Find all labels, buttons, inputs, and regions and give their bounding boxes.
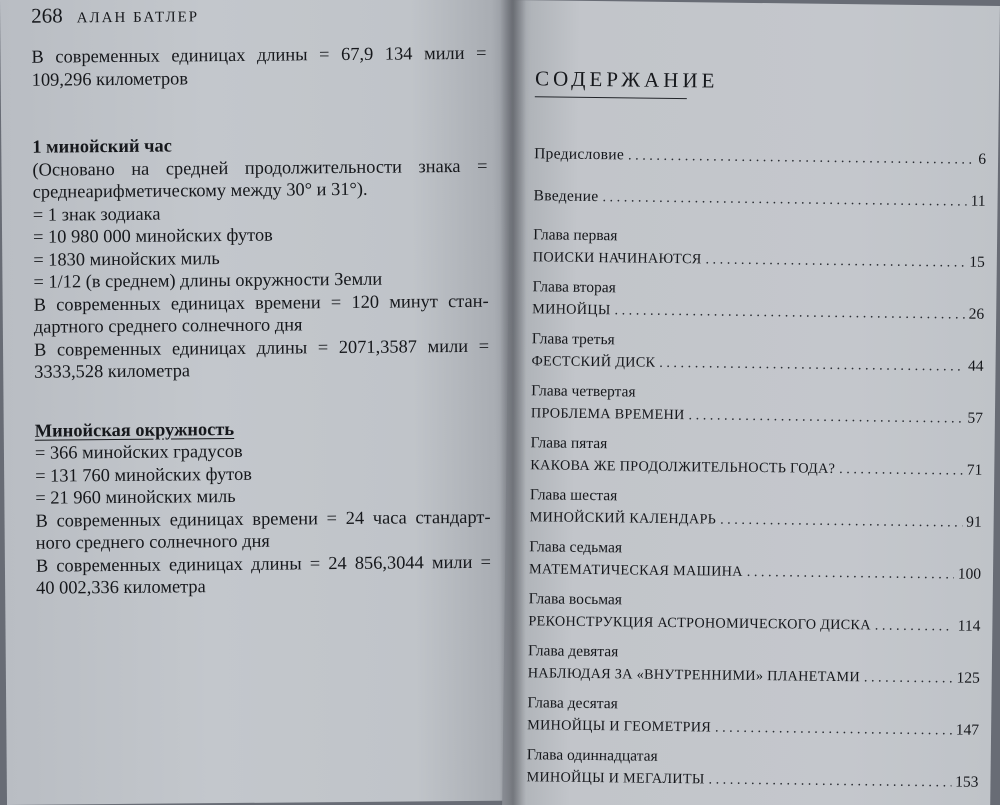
chapter-label: Глава одиннадцатая — [526, 746, 658, 765]
toc-entry[interactable] — [529, 536, 982, 594]
toc-entry[interactable] — [534, 140, 986, 188]
chapter-label: Глава вторая — [532, 278, 616, 297]
dot-leader — [659, 352, 964, 378]
text-line: 40 002,336 километра — [36, 576, 206, 598]
toc-entry[interactable] — [533, 182, 985, 230]
chapter-label: Глава шестая — [529, 486, 618, 505]
dot-leader — [628, 144, 975, 170]
toc-entry[interactable] — [531, 380, 984, 438]
toc-entry-title: МИНОЙСКИЙ КАЛЕНДАРЬ — [529, 509, 717, 528]
chapter-label: Глава первая — [533, 226, 618, 245]
toc-entry-title: МАТЕМАТИЧЕСКАЯ МАШИНА — [528, 561, 743, 580]
dot-leader — [688, 404, 963, 429]
text-line: = 21 960 минойских миль — [35, 485, 236, 508]
right-page — [502, 0, 1000, 805]
toc-entry-title: ФЕСТСКИЙ ДИСК — [531, 353, 656, 371]
toc-page-number: 114 — [957, 617, 981, 635]
dot-leader — [715, 717, 952, 742]
chapter-label: Глава девятая — [527, 642, 619, 661]
chapter-label: Глава четвертая — [531, 382, 636, 401]
text-line: В современных единицах времени = 120 минут стан- — [33, 290, 489, 315]
section-title: Минойская окружность — [34, 418, 235, 441]
toc-entry[interactable] — [531, 328, 984, 386]
chapter-label: Глава восьмая — [528, 590, 623, 609]
chapter-label: Глава третья — [531, 330, 615, 349]
text-line: В современных единицах длины = 2071,3587 мили = — [33, 335, 490, 360]
toc-page-number: 147 — [955, 721, 980, 739]
page-header — [31, 2, 199, 28]
toc-entry-title: Введение — [533, 187, 599, 206]
text-line: (Основано на средней продолжительности знака = — [32, 155, 488, 180]
toc-entry[interactable] — [528, 588, 981, 646]
toc-page-number: 125 — [956, 669, 980, 687]
toc-entry-title: Предисловие — [534, 145, 625, 164]
dot-leader — [747, 561, 954, 586]
toc-page-number: 57 — [967, 409, 984, 427]
body-text — [31, 42, 491, 599]
toc-page-number: 71 — [966, 461, 983, 479]
toc-entry[interactable] — [532, 276, 985, 334]
toc-entry[interactable] — [529, 484, 982, 542]
text-line: В современных единицах длины = 24 856,3044 мили = — [35, 551, 492, 576]
toc-entry-title: КАКОВА ЖЕ ПРОДОЛЖИТЕЛЬНОСТЬ ГОДА? — [530, 457, 836, 477]
toc-entry-title: ПОИСКИ НАЧИНАЮТСЯ — [532, 249, 702, 268]
toc-page-number: 26 — [968, 305, 985, 323]
dot-leader — [875, 614, 954, 637]
toc-page-number: 15 — [969, 253, 985, 271]
text-line: = 1 знак зодиака — [32, 203, 161, 225]
toc-page-number: 6 — [978, 150, 987, 168]
toc-entry[interactable] — [530, 432, 983, 490]
dot-leader — [614, 299, 964, 325]
toc-entry[interactable] — [533, 224, 986, 282]
toc-entry-title: РЕКОНСТРУКЦИЯ АСТРОНОМИЧЕСКОГО ДИСКА — [528, 613, 871, 634]
text-line: = 10 980 000 минойских футов — [32, 224, 273, 247]
toc-page-number: 44 — [967, 357, 984, 375]
toc-page-number: 11 — [970, 192, 986, 210]
dot-leader — [602, 186, 966, 212]
toc-entry[interactable] — [526, 744, 979, 802]
text-line: В современных единицах длины = 67,9 134 мили = — [31, 42, 487, 67]
dot-leader — [720, 509, 962, 534]
text-line: В современных единицах времени = 24 часа стандарт- — [35, 506, 491, 531]
toc-page-number: 153 — [955, 773, 979, 791]
toc-entry-title: МИНОЙЦЫ И МЕГАЛИТЫ — [526, 769, 705, 788]
toc-page-number: 91 — [966, 513, 982, 531]
dot-leader — [839, 458, 963, 482]
chapter-label: Глава седьмая — [529, 538, 623, 557]
heading-rule — [535, 96, 687, 99]
table-of-contents — [526, 140, 986, 801]
toc-entry-title: МИНОЙЦЫ И ГЕОМЕТРИЯ — [527, 717, 712, 736]
dot-leader — [864, 666, 953, 689]
section-title: 1 минойский час — [32, 135, 172, 157]
text-line: ного среднего солнечного дня — [35, 530, 270, 553]
toc-entry-title: МИНОЙЦЫ — [532, 301, 611, 319]
chapter-label: Глава десятая — [527, 694, 618, 713]
dot-leader — [705, 248, 965, 273]
text-line: = 366 минойских градусов — [34, 440, 243, 463]
text-line: = 131 760 минойских футов — [35, 463, 252, 486]
text-line: 3333,528 километра — [34, 360, 191, 382]
toc-entry-title: ПРОБЛЕМА ВРЕМЕНИ — [530, 405, 685, 424]
toc-entry[interactable] — [527, 692, 980, 750]
text-line: = 1830 минойских миль — [33, 247, 220, 270]
running-head: АЛАН БАТЛЕР — [76, 9, 200, 27]
toc-heading: СОДЕРЖАНИЕ — [534, 66, 719, 93]
text-line: = 1/12 (в среднем) длины окружности Земли — [33, 268, 383, 292]
toc-entry-title: НАБЛЮДАЯ ЗА «ВНУТРЕННИМИ» ПЛАНЕТАМИ — [527, 665, 861, 686]
dot-leader — [708, 768, 951, 793]
toc-page-number: 100 — [957, 565, 982, 583]
text-line: среднеарифметическому между 30° и 31°). — [32, 178, 368, 202]
text-line: 109,296 километров — [31, 67, 189, 90]
page-number: 268 — [31, 3, 63, 28]
toc-entry[interactable] — [528, 640, 981, 698]
chapter-label: Глава пятая — [530, 434, 608, 453]
text-line: дартного среднего солнечного дня — [33, 314, 303, 337]
